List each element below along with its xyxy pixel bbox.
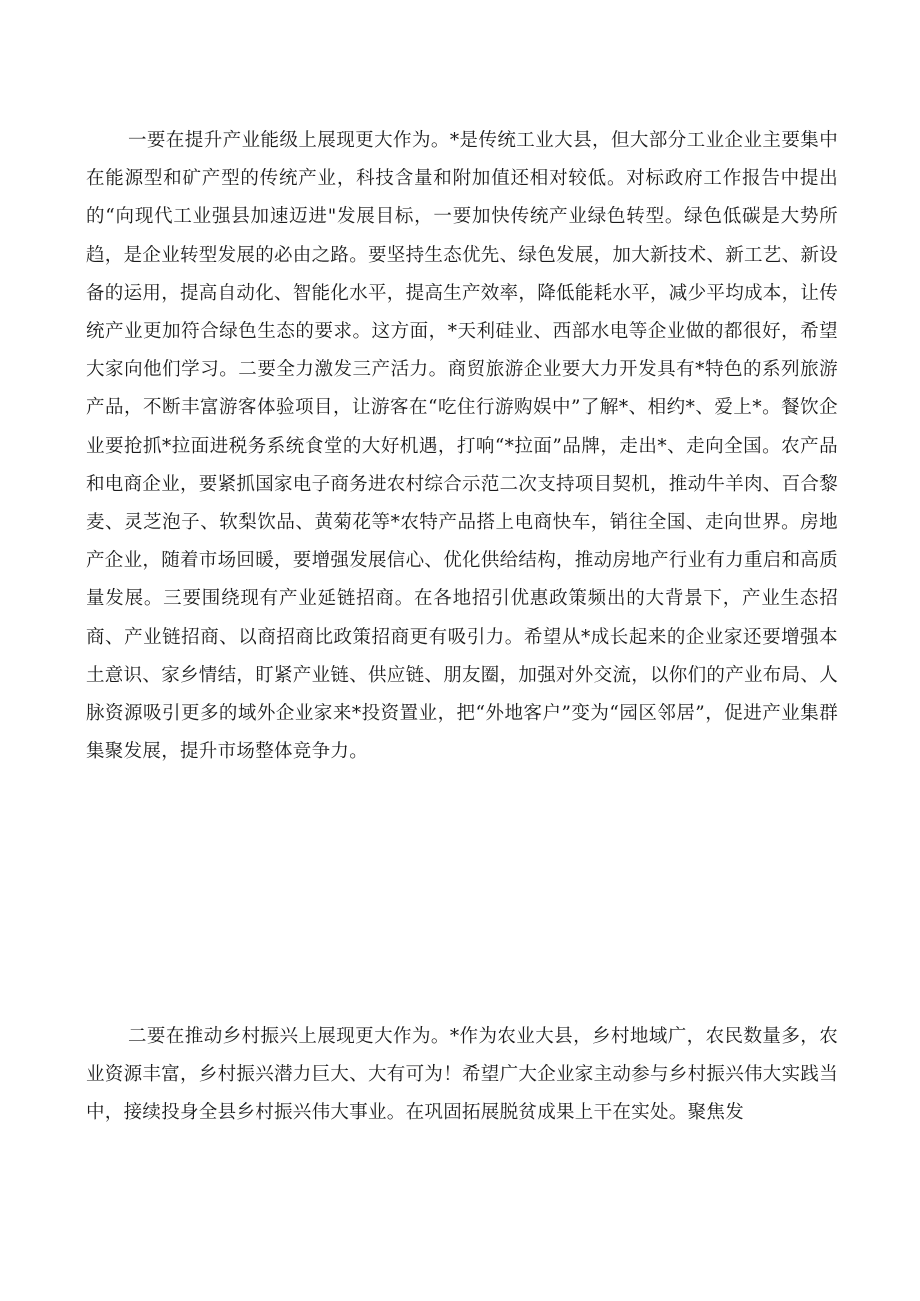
paragraph-industry-upgrade: 一要在提升产业能级上展现更大作为。*是传统工业大县，但大部分工业企业主要集中在能源型和矿产型的传统产业，科技含量和附加值还相对较低。对标政府工作报告中提出的“向现代工业强县加速迈进"发展目标，一要加快传统产业绿色转型。绿色低碳是大势所趋，是企业转型发展的必由之路。要坚持生态优先、绿色发展，加大新技术、新工艺、新设备的运用，提高自动化、智能化水平，提高生产效率，降低能耗水平，减少平均成本，让传统产业更加符合绿色生态的要求。这方面，*天利硅业、西部水电等企业做的都很好，希望大家向他们学习。二要全力激发三产活力。商贸旅游企业要大力开发具有*特色的系列旅游产品，不断丰富游客体验项目，让游客在“吃住行游购娱中”了解*、相约*、爱上*。餐饮企业要抢抓*拉面进税务系统食堂的大好机遇，打响“*拉面”品牌，走出*、走向全国。农产品和电商企业，要紧抓国家电子商务进农村综合示范二次支持项目契机，推动牛羊肉、百合黎麦、灵芝泡子、软梨饮品、黄菊花等*农特产品搭上电商快车，销往全国、走向世界。房地产企业，随着市场回暖，要增强发展信心、优化供给结构，推动房地产行业有力重启和高质量发展。三要围绕现有产业延链招商。在各地招引优惠政策频出的大背景下，产业生态招商、产业链招商、以商招商比政策招商更有吸引力。希望从*成长起来的企业家还要增强本土意识、家乡情结，盯紧产业链、供应链、朋友圈，加强对外交流，以你们的产业布局、人脉资源吸引更多的域外企业家来*投资置业，把“外地客户”变为“园区邻居”，促进产业集群集聚发展，提升市场整体竞争力。	[86, 130, 839, 763]
paragraph-rural-revitalization: 二要在推动乡村振兴上展现更大作为。*作为农业大县，乡村地域广，农民数量多，农业资源丰富，乡村振兴潜力巨大、大有可为！希望广大企业家主动参与乡村振兴伟大实践当中，接续投身全县乡村振兴伟大事业。在巩固拓展脱贫成果上干在实处。聚焦发	[86, 1026, 839, 1124]
